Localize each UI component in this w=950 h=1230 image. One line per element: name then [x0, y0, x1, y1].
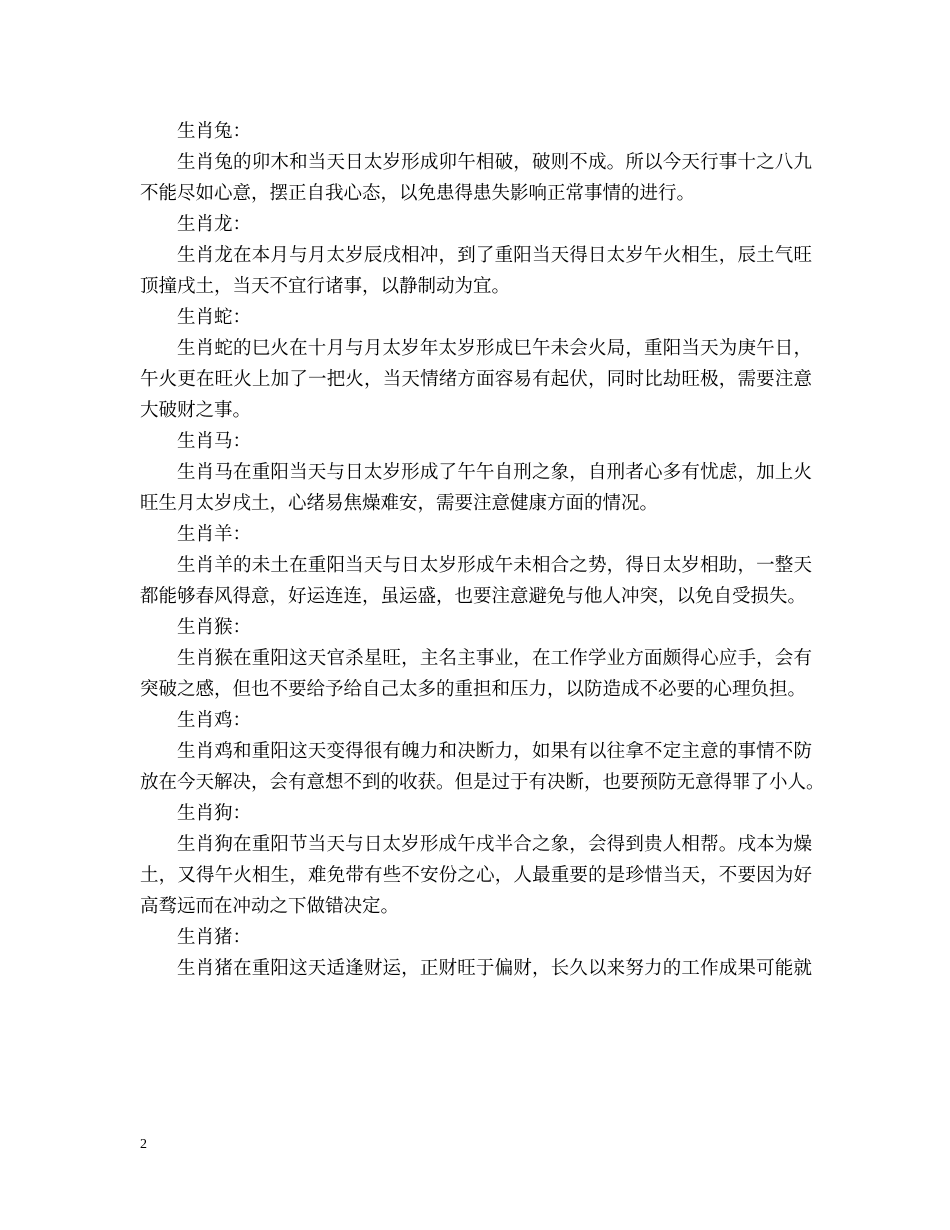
- paragraph-line: 都能够春风得意，好运连连，虽运盛，也要注意避免与他人冲突，以免自受损失。: [140, 586, 807, 607]
- paragraph-line: 生肖马在重阳当天与日太岁形成了午午自刑之象，自刑者心多有忧虑，加上火: [177, 462, 812, 483]
- paragraph-line: 土，又得午火相生，难免带有些不安份之心，人最重要的是珍惜当天，不要因为好: [140, 865, 812, 886]
- paragraph-line: 生肖羊的未土在重阳当天与日太岁形成午未相合之势，得日太岁相助，一整天: [177, 555, 812, 576]
- section-rooster: [140, 705, 825, 798]
- section-horse: [140, 426, 812, 519]
- section-dog: [140, 798, 812, 922]
- paragraph-line: 生肖猴在重阳这天官杀星旺，主名主事业，在工作学业方面颇得心应手，会有: [177, 648, 812, 669]
- section-heading: 生肖猪：: [177, 927, 252, 948]
- section-monkey: [140, 612, 812, 705]
- section-heading: 生肖蛇：: [177, 307, 252, 328]
- section-dragon: [140, 209, 812, 302]
- section-heading: 生肖马：: [177, 431, 252, 452]
- section-heading: 生肖猴：: [177, 617, 252, 638]
- section-pig: [140, 922, 812, 984]
- document-body: [140, 116, 825, 984]
- section-heading: 生肖鸡：: [177, 710, 252, 731]
- section-goat: [140, 519, 812, 612]
- paragraph-line: 生肖猪在重阳这天适逢财运，正财旺于偏财，长久以来努力的工作成果可能就: [177, 958, 812, 979]
- paragraph-line: 生肖鸡和重阳这天变得很有魄力和决断力，如果有以往拿不定主意的事情不防: [177, 741, 812, 762]
- section-heading: 生肖羊：: [177, 524, 252, 545]
- paragraph-line: 放在今天解决，会有意想不到的收获。但是过于有决断，也要预防无意得罪了小人。: [140, 772, 825, 793]
- paragraph-line: 突破之感，但也不要给予给自己太多的重担和压力，以防造成不必要的心理负担。: [140, 679, 807, 700]
- paragraph-line: 旺生月太岁戌土，心绪易焦燥难安，需要注意健康方面的情况。: [140, 493, 659, 514]
- paragraph-line: 高骛远而在冲动之下做错决定。: [140, 896, 400, 917]
- paragraph-line: 生肖龙在本月与月太岁辰戌相冲，到了重阳当天得日太岁午火相生，辰土气旺: [177, 245, 812, 266]
- section-rabbit: [140, 116, 812, 209]
- section-snake: [140, 302, 812, 426]
- section-heading: 生肖兔：: [177, 121, 252, 142]
- paragraph-line: 生肖狗在重阳节当天与日太岁形成午戌半合之象，会得到贵人相帮。戌本为燥: [177, 834, 812, 855]
- paragraph-line: 生肖兔的卯木和当天日太岁形成卯午相破，破则不成。所以今天行事十之八九: [177, 152, 812, 173]
- section-heading: 生肖龙：: [177, 214, 252, 235]
- paragraph-line: 午火更在旺火上加了一把火，当天情绪方面容易有起伏，同时比劫旺极，需要注意: [140, 369, 812, 390]
- paragraph-line: 顶撞戌土，当天不宜行诸事，以静制动为宜。: [140, 276, 511, 297]
- section-heading: 生肖狗：: [177, 803, 252, 824]
- page-number: 2: [140, 1137, 147, 1152]
- paragraph-line: 生肖蛇的巳火在十月与月太岁年太岁形成巳午未会火局，重阳当天为庚午日，: [177, 338, 812, 359]
- paragraph-line: 不能尽如心意，摆正自我心态，以免患得患失影响正常事情的进行。: [140, 183, 696, 204]
- paragraph-line: 大破财之事。: [140, 400, 252, 421]
